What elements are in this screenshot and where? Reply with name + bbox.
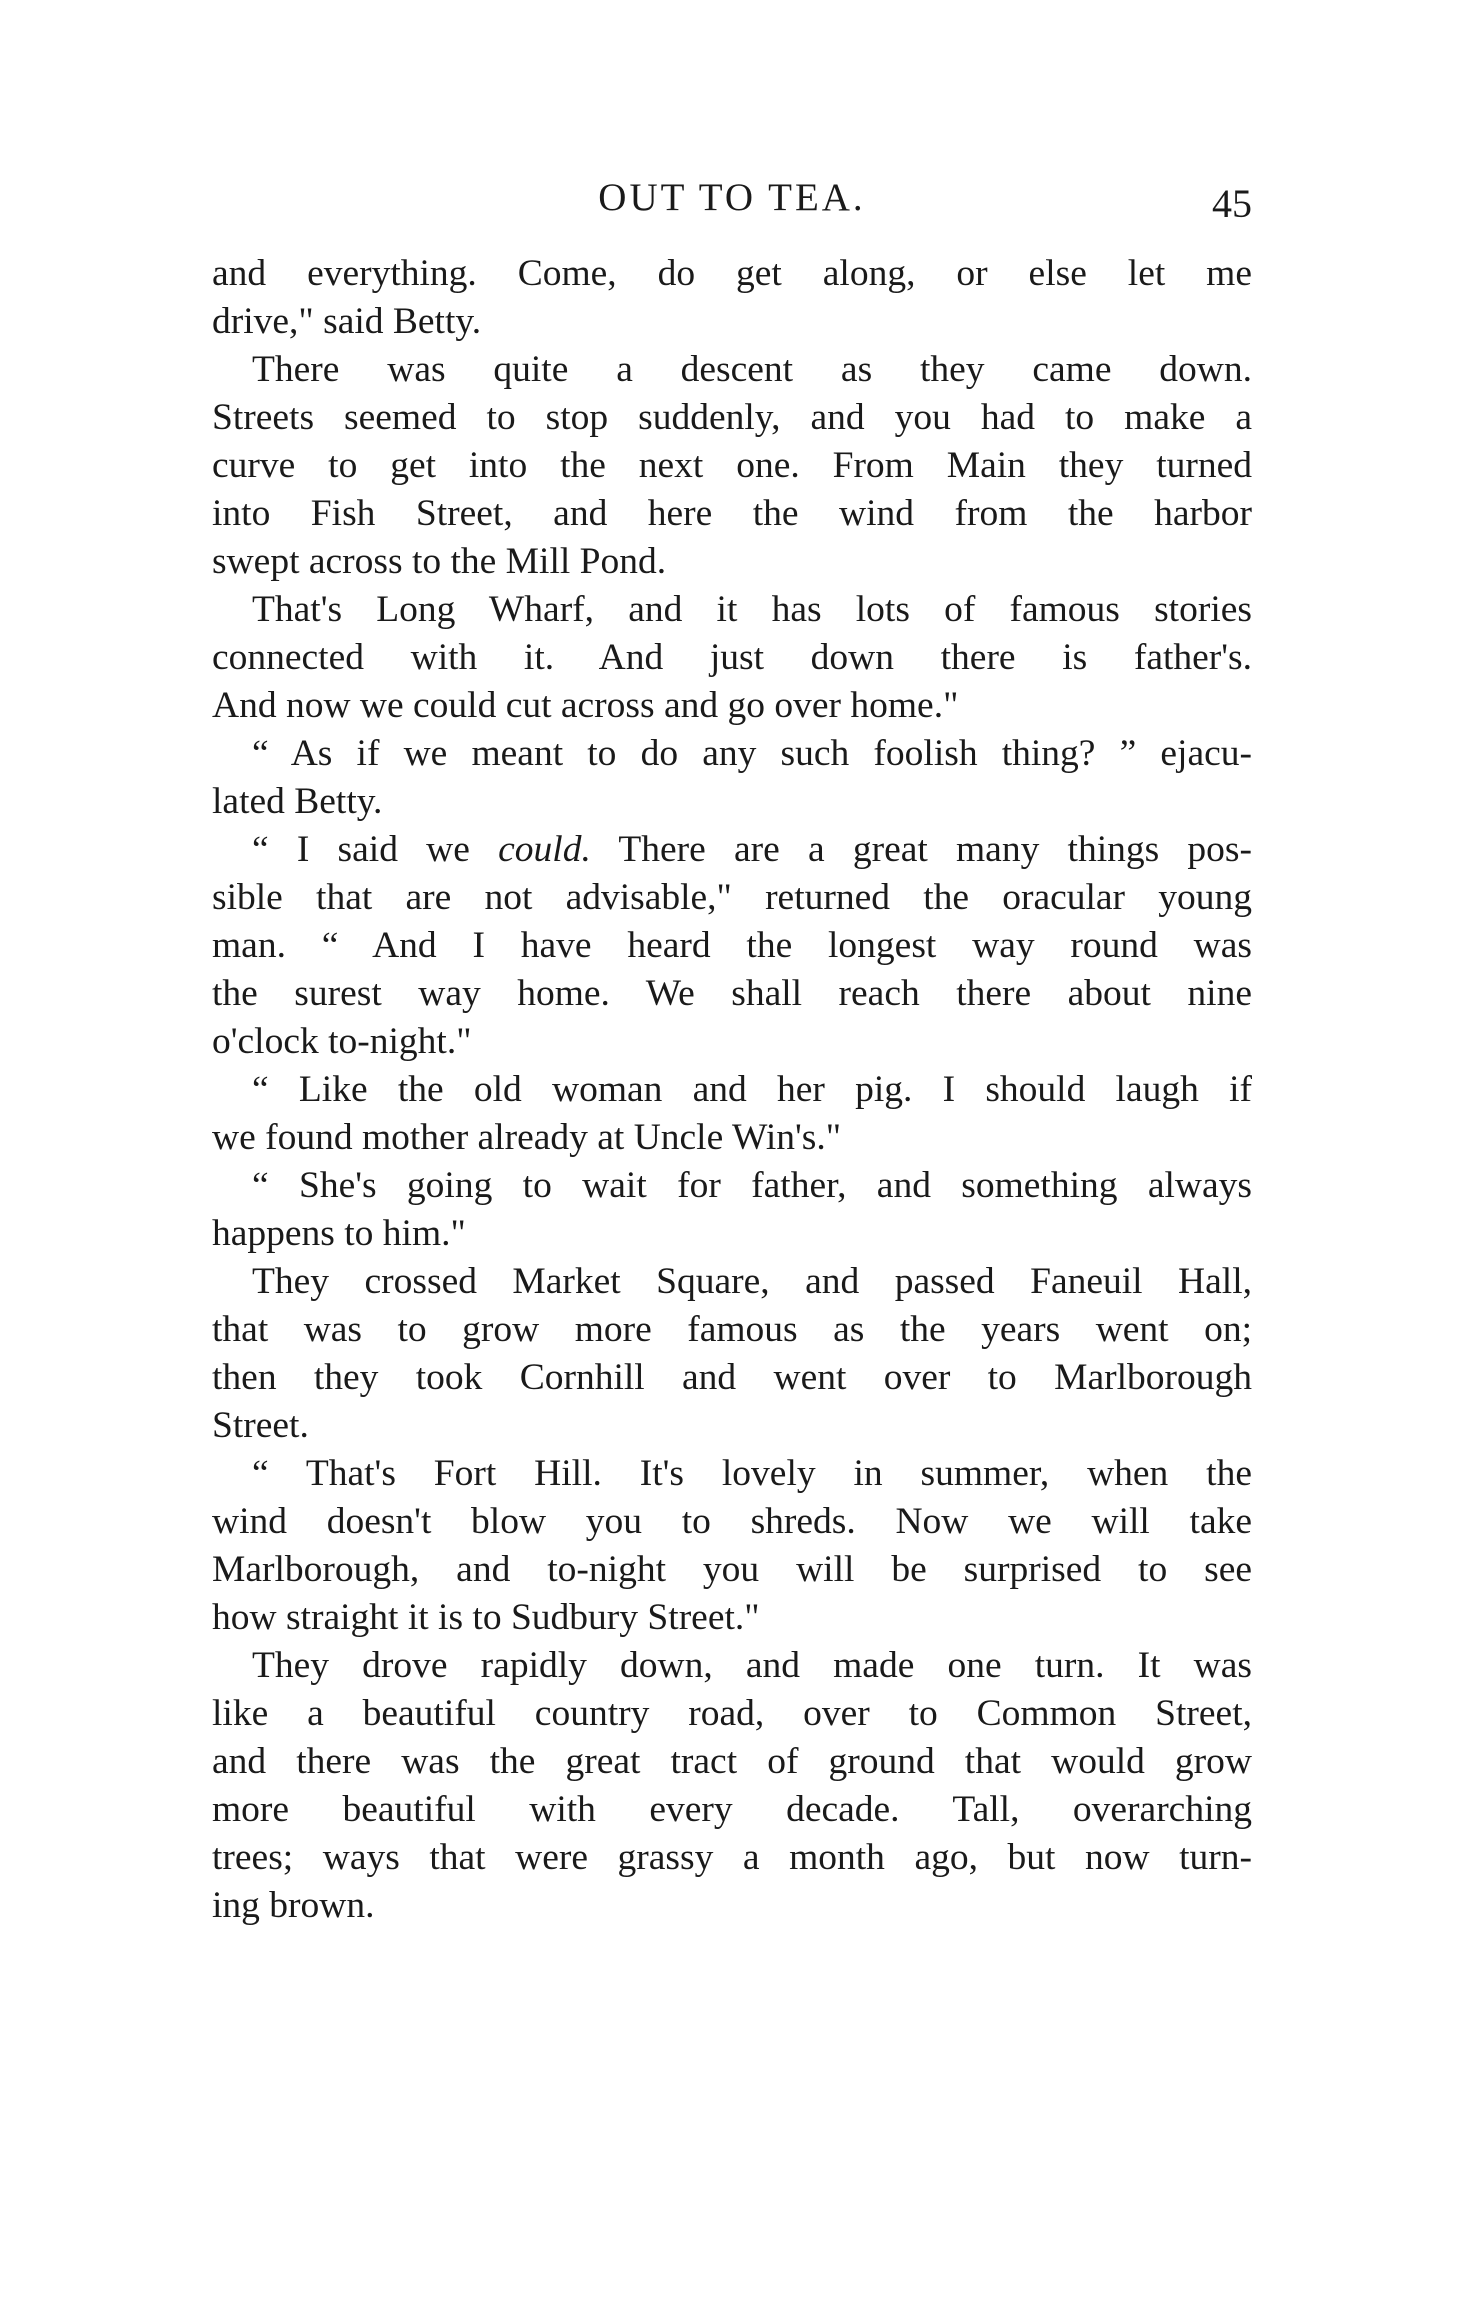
text-line: And now we could cut across and go over home.": [212, 685, 959, 726]
text-line: connected with it. And just down there is father's.: [212, 637, 1252, 678]
running-title: OUT TO TEA.: [598, 176, 866, 219]
text-line: we found mother already at Uncle Win's.": [212, 1117, 842, 1158]
text-line: They drove rapidly down, and made one turn. It was: [252, 1645, 1252, 1686]
text-line: “ That's Fort Hill. It's lovely in summer, when the: [252, 1453, 1252, 1494]
emphasized-word: could.: [498, 829, 591, 870]
text-line: “ As if we meant to do any such foolish thing? ” ejacu-: [252, 733, 1252, 774]
text-line: [212, 826, 1252, 874]
text-line: and everything. Come, do get along, or else let me: [212, 253, 1252, 294]
text-line: lated Betty.: [212, 781, 383, 822]
text-line: happens to him.": [212, 1213, 466, 1254]
running-head: [212, 168, 1252, 228]
text-line: That's Long Wharf, and it has lots of famous stories: [252, 589, 1252, 630]
text-segment: “ I said we: [252, 829, 499, 870]
text-line: trees; ways that were grassy a month ago, but now turn-: [212, 1837, 1252, 1878]
text-line: Marlborough, and to-night you will be surprised to see: [212, 1549, 1252, 1590]
text-line: like a beautiful country road, over to Common Street,: [212, 1693, 1252, 1734]
text-segment: There are a great many things pos-: [590, 829, 1253, 870]
text-line: and there was the great tract of ground that would grow: [212, 1741, 1252, 1782]
body-text: [212, 250, 1252, 1930]
text-line: ing brown.: [212, 1885, 375, 1926]
text-line: There was quite a descent as they came down.: [252, 349, 1252, 390]
text-line: man. “ And I have heard the longest way round was: [212, 925, 1252, 966]
text-line: o'clock to-night.": [212, 1021, 472, 1062]
text-line: They crossed Market Square, and passed Faneuil Hall,: [252, 1261, 1252, 1302]
text-line: more beautiful with every decade. Tall, overarching: [212, 1789, 1252, 1830]
text-line: drive," said Betty.: [212, 301, 482, 342]
text-line: how straight it is to Sudbury Street.": [212, 1597, 760, 1638]
text-line: wind doesn't blow you to shreds. Now we will take: [212, 1501, 1252, 1542]
text-line: then they took Cornhill and went over to Marlborough: [212, 1357, 1252, 1398]
text-line: swept across to the Mill Pond.: [212, 541, 667, 582]
page-number: 45: [1212, 181, 1252, 226]
text-line: “ Like the old woman and her pig. I should laugh if: [252, 1069, 1252, 1110]
text-line: curve to get into the next one. From Main they turned: [212, 445, 1252, 486]
text-line: “ She's going to wait for father, and something always: [252, 1165, 1252, 1206]
text-line: Street.: [212, 1405, 309, 1446]
text-line: that was to grow more famous as the years went on;: [212, 1309, 1252, 1350]
text-line: Streets seemed to stop suddenly, and you had to make a: [212, 397, 1252, 438]
text-line: sible that are not advisable," returned the oracular young: [212, 877, 1252, 918]
text-line: the surest way home. We shall reach there about nine: [212, 973, 1252, 1014]
text-line: into Fish Street, and here the wind from the harbor: [212, 493, 1252, 534]
